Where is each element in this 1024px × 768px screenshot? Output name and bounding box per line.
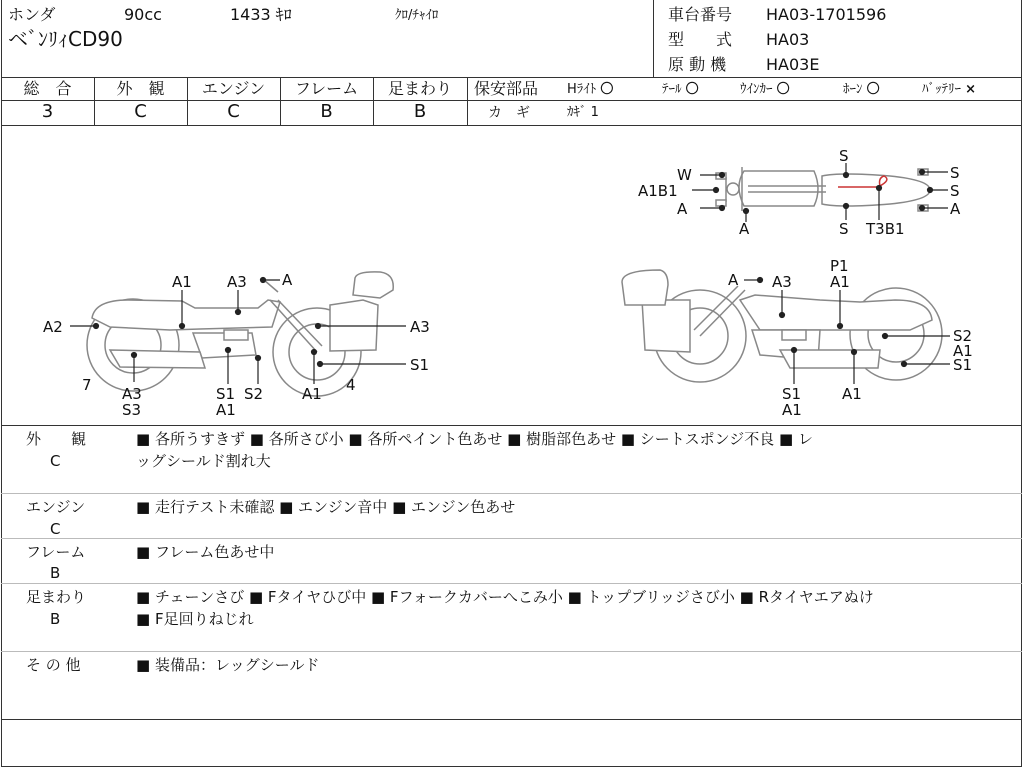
note-text-2: ■ F足回りねじれ [136,610,254,628]
item-mark: 〇 [685,82,699,97]
maker: ホンダ [8,5,56,24]
note-grade: B [50,564,61,582]
top-view-bike [716,167,930,211]
grade-header-engine: エンジン [201,79,266,98]
label-left-S2-bottom: S2 [244,385,264,403]
note-text: ■ 走行テスト未確認 ■ エンジン音中 ■ エンジン色あせ [136,498,516,516]
label-right-S1: S1 [953,356,973,374]
label-top-A-left: A [677,200,688,218]
key-value: ｶｷﾞ 1 [567,105,599,120]
safety-item-battery [922,81,976,99]
label-top-A1B1: A1B1 [638,182,678,200]
item-name: ﾊﾞｯﾃﾘｰ [922,82,961,97]
note-grade: C [50,452,61,470]
label-right-A1-bottom: A1 [782,401,802,419]
label-top-S-r1: S [950,164,960,182]
label-left-A1-bottom: A1 [216,401,236,419]
note-label: フレーム [26,543,86,561]
label-left-A3-right: A3 [410,318,430,336]
displacement: 90cc [124,5,162,24]
safety-label: 保安部品 [474,79,539,98]
item-name: ｳｲﾝｶｰ [740,82,773,97]
rule [1,425,1022,426]
note-label: そ の 他 [26,656,81,674]
item-mark: 〇 [776,82,790,97]
safety-item-headlight [567,81,613,99]
color: ｸﾛ/ﾁｬｲﾛ [395,8,439,23]
key-label: カ ギ [488,105,530,121]
engine-label: 原 動 機 [668,55,727,74]
note-label: 外 観 [26,430,87,448]
rule [1,77,1022,78]
label-top-S-top: S [839,147,849,165]
frame-no-label: 車台番号 [668,5,733,24]
grade-overall: 3 [41,101,54,122]
note-grade: C [50,520,61,538]
label-top-A-bottom: A [739,220,750,238]
label-right-P1: P1 [830,257,849,275]
rule [1,583,1022,584]
label-left-A-top: A [282,271,293,289]
item-mark: 〇 [866,82,880,97]
note-text: ■ 装備品：レッグシールド [136,656,320,674]
grade-header-suspension: 足まわり [387,79,452,98]
label-right-S1-bottom: S1 [782,385,802,403]
safety-item-tail [662,81,699,99]
rule [1,651,1022,652]
label-right-A: A [728,271,739,289]
engine-value: HA03E [766,55,820,74]
note-label: エンジン [26,498,86,516]
label-left-S1-bottom: S1 [216,385,236,403]
label-top-T3B1: T3B1 [866,220,905,238]
rule [467,77,468,125]
note-label: 足まわり [26,588,87,606]
note-text: ■ フレーム色あせ中 [136,543,275,561]
rule [1,719,1022,720]
label-left-A2: A2 [43,318,63,336]
note-grade: B [50,610,61,628]
mileage: 1433 ｷﾛ [230,5,292,24]
grade-engine: C [227,101,240,122]
label-top-A-r: A [950,200,961,218]
label-left-A1-bottom2: A1 [302,385,322,403]
label-right-A1: A1 [953,342,973,360]
label-right-A3: A3 [772,273,792,291]
label-left-4: 4 [346,376,356,394]
label-left-A1: A1 [172,273,192,291]
grade-frame: B [320,101,333,122]
grade-exterior: C [134,101,147,122]
header-divider [653,0,654,77]
grade-header-frame: フレーム [294,79,359,98]
note-text: ■ 各所うすきず ■ 各所さび小 ■ 各所ペイント色あせ ■ 樹脂部色あせ ■ シートスポンジ不良 ■ レ [136,430,813,448]
label-right-S2: S2 [953,327,973,345]
label-left-A3: A3 [227,273,247,291]
type-label: 型 式 [668,30,733,49]
item-name: ﾎｰﾝ [843,82,863,97]
damage-diagram [0,126,1022,424]
grade-header-exterior: 外 観 [116,79,165,98]
grade-suspension: B [413,101,427,122]
item-name: ﾃｰﾙ [662,82,682,97]
item-mark: × [965,82,977,97]
safety-item-winker [740,81,790,99]
label-right-A1-bottom2: A1 [842,385,862,403]
label-left-S3-bottom: S3 [122,401,142,419]
label-right-A1-top: A1 [830,273,850,291]
rule [1,493,1022,494]
model-name: ベﾞﾝﾘｨCD90 [8,27,123,51]
rule [1,538,1022,539]
note-text: ■ チェーンさび ■ Fタイヤひび中 ■ Fフォークカバーへこみ小 ■ トップブリッジさび小 ■ Rタイヤエアぬけ [136,588,874,606]
label-left-7: 7 [82,376,92,394]
rule [467,100,1022,101]
label-top-W: W [677,166,692,184]
label-top-S-r2: S [950,182,960,200]
safety-item-horn [843,81,880,99]
note-text-2: ッグシールド割れ大 [136,452,271,470]
frame-no: HA03-1701596 [766,5,887,24]
type-value: HA03 [766,30,810,49]
item-name: Hﾗｲﾄ [567,82,597,97]
label-left-S1-right: S1 [410,356,430,374]
item-mark: 〇 [600,82,614,97]
label-top-S-bottom: S [839,220,849,238]
grade-header-overall: 総 合 [23,79,72,98]
label-left-A3-bottom: A3 [122,385,142,403]
